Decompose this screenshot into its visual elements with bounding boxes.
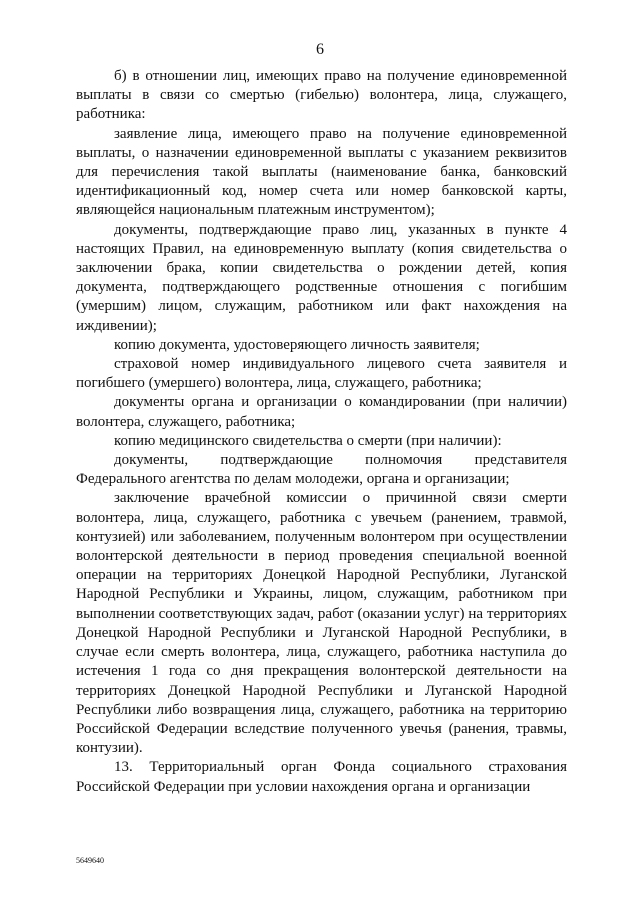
paragraph: копию документа, удостоверяющего личность заявителя; [114, 336, 480, 353]
paragraph: 13. Территориальный орган Фонда социального страхования Российской Федерации при условии нахождения органа и организации [76, 759, 567, 795]
page-number: 6 [316, 41, 324, 58]
document-code: 5649640 [76, 856, 104, 865]
paragraph: документы, подтверждающие право лиц, указанных в пункте 4 настоящих Правил, на единовременную выплату (копия свидетельства о заключении брака, копии свидетельства о рождении детей, копия документа, подтверждающего родственные отношения с погибшим (умершим) лицом, служащим, работником или факт нахождения на иждивении); [76, 221, 567, 334]
document-body [76, 67, 567, 797]
paragraph: заявление лица, имеющего право на получение единовременной выплаты, о назначении единовременной выплаты с указанием реквизитов для перечисления такой выплаты (наименование банка, банковский идентификационный код, номер счета или номер банковской карты, являющейся национальным платежным инструментом); [76, 125, 567, 219]
paragraph: б) в отношении лиц, имеющих право на получение единовременной выплаты в связи со смертью (гибелью) волонтера, лица, служащего, работника: [76, 68, 567, 123]
paragraph: копию медицинского свидетельства о смерти (при наличии): [114, 432, 502, 449]
paragraph: документы органа и организации о командировании (при наличии) волонтера, служащего, работника; [76, 394, 567, 430]
paragraph: заключение врачебной комиссии о причинной связи смерти волонтера, лица, служащего, работника с увечьем (ранением, травмой, контузией) или заболеванием, полученным волонтером при осуществлении волонтерской деятельности в период проведения специальной военной операции на территориях Донецкой Народной Республики, Луганской Народной Республики и Украины, лицом, служащим, работником при выполнении соответствующих задач, работ (оказании услуг) на территориях Донецкой Народной Республики и Луганской Народной Республики, в случае если смерть волонтера, лица, служащего, работника наступила до истечения 1 года со дня прекращения волонтерской деятельности на территориях Донецкой Народной Республики и Луганской Народной Республики либо возвращения лица, служащего, работника на территорию Российской Федерации вследствие полученного увечья (ранения, травмы, контузии). [76, 490, 567, 757]
paragraph: страховой номер индивидуального лицевого счета заявителя и погибшего (умершего) волонтера, лица, служащего, работника; [76, 356, 567, 392]
paragraph: документы, подтверждающие полномочия представителя Федерального агентства по делам молодежи, органа и организации; [76, 452, 567, 488]
